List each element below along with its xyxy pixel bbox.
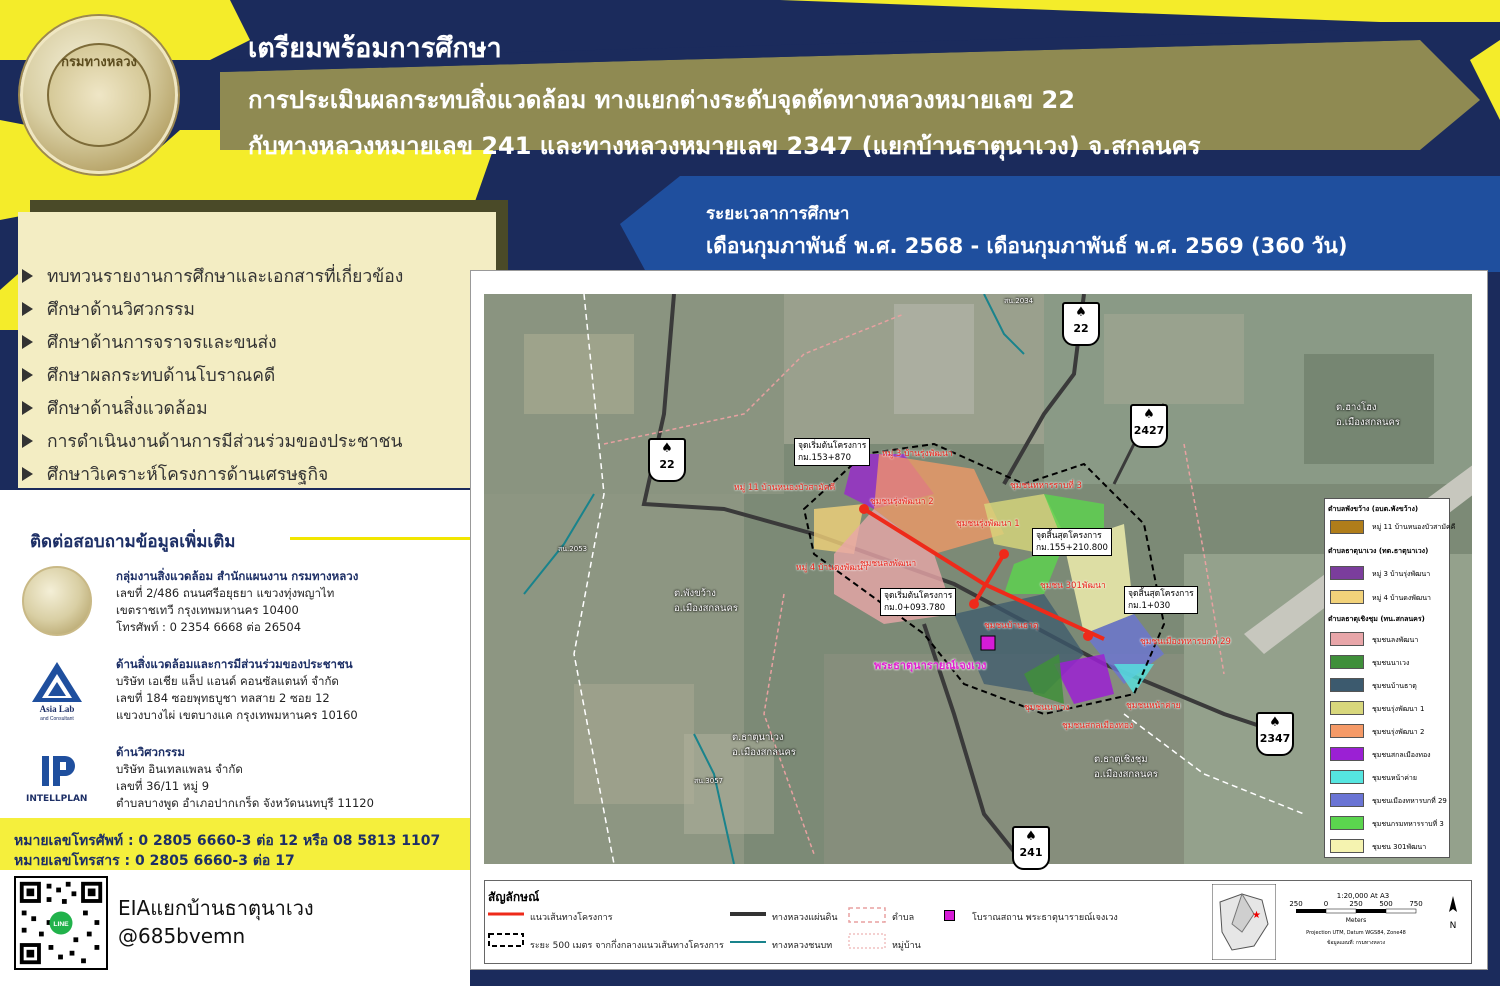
legend-item-label: หมู่ 3 บ้านรุ่งพัฒนา (1372, 570, 1431, 578)
bullet-triangle-icon (22, 335, 33, 349)
org-head: กลุ่มงานสิ่งแวดล้อม สำนักแผนงาน กรมทางหลวง (116, 569, 359, 583)
legend-item-label: ชุมชนนาเวง (1372, 659, 1410, 667)
legend-symbols-boundary (848, 906, 888, 950)
legend-item-label: ชุมชนลงพัฒนา (1372, 636, 1419, 644)
callout-line: กม.155+210.800 (1036, 543, 1108, 553)
legend-swatch (1330, 632, 1364, 646)
highway-shield-2347 (1256, 712, 1294, 756)
community-label: ชุมชนหน้าค่าย (1126, 701, 1181, 711)
study-item-label: ศึกษาวิเคราะห์โครงการด้านเศรษฐกิจ (47, 465, 329, 485)
scale-bar (1288, 888, 1438, 956)
legend-swatch (1330, 566, 1364, 580)
callout-line: กม.153+870 (798, 453, 852, 463)
highway-emblem-icon: ♠ (1025, 829, 1037, 844)
legend-swatch (1330, 678, 1364, 692)
highway-emblem-icon: ♠ (1143, 407, 1155, 422)
seal-text: กรมทางหลวง (61, 55, 137, 70)
bullet-triangle-icon (22, 269, 33, 283)
community-label: ชุมชนรุ่งพัฒนา 2 (870, 497, 934, 507)
legend-item-label: ชุมชนรุ่งพัฒนา 1 (1372, 705, 1425, 713)
org-head: ด้านสิ่งแวดล้อมและการมีส่วนร่วมของประชาชน (116, 657, 353, 671)
legend-group-head: ตำบลธาตุเชิงชุม (ทน.สกลนคร) (1328, 615, 1425, 623)
study-item-label: ศึกษาผลกระทบด้านโบราณคดี (47, 366, 276, 386)
legend-item-label: ชุมชน 301พัฒนา (1372, 843, 1427, 851)
location-star-icon: ★ (1252, 910, 1261, 921)
bullet-triangle-icon (22, 434, 33, 448)
community-label: หมู่ 3 บ้านรุ่งพัฒนา (882, 449, 953, 459)
shield-number: 2347 (1259, 732, 1291, 745)
line-account-id[interactable]: @685bvemn (118, 924, 246, 948)
legend-item-label: ชุมชนเมืองทหารบกที่ 29 (1372, 797, 1447, 805)
tambon-name: ต.ฮางโฮง (1336, 402, 1377, 413)
tambon-label (1094, 752, 1158, 782)
ancient-site-icon (944, 910, 955, 921)
legend-swatch (1330, 520, 1364, 534)
tambon-name: ต.พังขว้าง (674, 588, 716, 599)
legend-swatch (1330, 839, 1364, 853)
highway-emblem-icon: ♠ (1075, 305, 1087, 320)
legend-highway: ทางหลวงแผ่นดิน (772, 913, 838, 923)
legend-item-label: ชุมชนหน้าค่าย (1372, 774, 1417, 782)
contact-org-intellplan (116, 744, 374, 812)
legend-swatch (1330, 793, 1364, 807)
legend-item-label: หมู่ 4 บ้านดงพัฒนา (1372, 594, 1431, 602)
study-item (22, 427, 402, 455)
department-seal (20, 16, 178, 174)
contact-org-asialab (116, 656, 358, 724)
amphoe-name: อ.เมืองสกลนคร (1336, 417, 1400, 428)
tambon-name: ต.ธาตุนาเวง (732, 732, 784, 743)
study-item (22, 460, 328, 488)
legend-rural-road: ทางหลวงชนบท (772, 941, 833, 951)
legend-group-head: ตำบลพังขว้าง (อบต.พังขว้าง) (1328, 505, 1419, 513)
legend-route: แนวเส้นทางโครงการ (530, 913, 613, 923)
study-item-label: การดำเนินงานด้านการมีส่วนร่วมของประชาชน (47, 432, 403, 452)
highway-shield-241 (1012, 826, 1050, 870)
callout-start-2347 (880, 588, 956, 616)
legend-swatch (1330, 655, 1364, 669)
callout-line: จุดสิ้นสุดโครงการ (1036, 531, 1102, 541)
scale-tick: 0 (1323, 900, 1329, 908)
legend-ancient: โบราณสถาน พระธาตุนารายณ์เจงเวง (972, 913, 1118, 923)
scale-unit: Meters (1345, 917, 1367, 924)
legend-item-label: หมู่ 11 บ้านหนองบัวสามัคคี (1372, 523, 1456, 531)
legend-swatch (1330, 770, 1364, 784)
callout-end-22 (1032, 528, 1112, 556)
community-label: ชุมชนลงพัฒนา (860, 559, 917, 569)
bullet-triangle-icon (22, 302, 33, 316)
legend-group-head: ตำบลธาตุนาเวง (ทต.ธาตุนาเวง) (1328, 547, 1429, 555)
legend-buffer: ระยะ 500 เมตร จากกึ่งกลางแนวเส้นทางโครงการ (530, 941, 724, 951)
tambon-label (732, 730, 796, 760)
study-item-label: ศึกษาด้านสิ่งแวดล้อม (47, 399, 208, 419)
community-label: ชุมชนทหารราบที่ 3 (1010, 481, 1082, 491)
contact-title-rule (290, 537, 470, 540)
highway-shield-2427 (1130, 404, 1168, 448)
highway-emblem-icon: ♠ (1269, 715, 1281, 730)
org-line: โทรศัพท์ : 0 2354 6668 ต่อ 26504 (116, 620, 302, 634)
legend-item-label: ชุมชนบ้านธาตุ (1372, 682, 1417, 690)
shield-number: 22 (659, 458, 675, 471)
callout-line: จุดสิ้นสุดโครงการ (1128, 589, 1194, 599)
community-label: ชุมชน 301พัฒนา (1040, 581, 1106, 591)
intellplan-logo-text: INTELLPLAN (26, 794, 88, 804)
projection-note: Projection UTM, Datum WGS84, Zone48 (1306, 930, 1406, 936)
study-item-label: ศึกษาด้านการจราจรและขนส่ง (47, 333, 277, 353)
north-arrow-icon (1438, 892, 1468, 932)
amphoe-name: อ.เมืองสกลนคร (732, 747, 796, 758)
org-line: เลขที่ 36/11 หมู่ 9 (116, 779, 210, 793)
study-item (22, 361, 275, 389)
study-item (22, 262, 403, 290)
study-item (22, 295, 195, 323)
phone-number[interactable]: หมายเลขโทรศัพท์ : 0 2805 6660-3 ต่อ 12 หรือ 08 5813 1107 (14, 833, 441, 849)
community-label: ชุมชนสกลเมืองทอง (1062, 721, 1134, 731)
org-line: เลขที่ 184 ซอยพุทธบูชา ทลสาย 2 ซอย 12 (116, 691, 330, 705)
highway-shield-22-west (648, 438, 686, 482)
asia-lab-logo-sub: and Consultant (40, 716, 74, 722)
callout-start-22 (794, 438, 870, 466)
source-note: ข้อมูลแผนที่: กรมทางหลวง (1326, 940, 1386, 946)
contact-org-doh (116, 568, 358, 636)
legend-item-label: ชุมชนรุ่งพัฒนา 2 (1372, 728, 1425, 736)
temple-label: พระธาตุนารายณ์เจงเวง (874, 659, 987, 672)
line-qr-code[interactable] (14, 876, 108, 970)
legend-item-label: ชุมชนกรมทหารราบที่ 3 (1372, 820, 1444, 828)
title-line-2: การประเมินผลกระทบสิ่งแวดล้อม ทางแยกต่างระดับจุดตัดทางหลวงหมายเลข 22 (248, 86, 1075, 114)
scale-ratio: 1:20,000 At A3 (1336, 892, 1390, 900)
legend-swatch (1330, 590, 1364, 604)
department-logo (22, 566, 92, 636)
tambon-label (1336, 400, 1400, 430)
shield-number: 241 (1019, 846, 1043, 859)
scale-tick: 250 (1289, 900, 1303, 908)
study-item (22, 394, 208, 422)
community-label: ชุมชนรุ่งพัฒนา 1 (956, 519, 1020, 529)
road-tag: สน.3057 (694, 777, 724, 785)
org-line: ตำบลบางพูด อำเภอปากเกร็ด จังหวัดนนทบุรี 11120 (116, 796, 374, 810)
legend-item-label: ชุมชนสกลเมืองทอง (1372, 751, 1431, 759)
callout-line: กม.1+030 (1128, 601, 1171, 611)
org-line: เลขที่ 2/486 ถนนศรีอยุธยา แขวงทุ่งพญาไท (116, 586, 335, 600)
scale-tick: 500 (1379, 900, 1393, 908)
bullet-triangle-icon (22, 368, 33, 382)
amphoe-name: อ.เมืองสกลนคร (1094, 769, 1158, 780)
callout-end-2347 (1124, 586, 1198, 614)
legend-symbols-left (488, 906, 524, 950)
highway-shield-22-north (1062, 302, 1100, 346)
tambon-name: ต.ธาตุเชิงชุม (1094, 754, 1148, 765)
location-inset-map (1212, 884, 1276, 960)
bullet-triangle-icon (22, 401, 33, 415)
north-label: N (1449, 921, 1457, 931)
tambon-label (674, 586, 738, 616)
bullet-triangle-icon (22, 467, 33, 481)
community-label: หมู่ 4 บ้านดงพัฒนา (796, 563, 868, 573)
scale-tick: 750 (1409, 900, 1423, 908)
study-period-value: เดือนกุมภาพันธ์ พ.ศ. 2568 - เดือนกุมภาพันธ์ พ.ศ. 2569 (360 วัน) (706, 234, 1348, 258)
scale-tick: 250 (1349, 900, 1363, 908)
callout-line: จุดเริ่มต้นโครงการ (798, 441, 867, 451)
amphoe-name: อ.เมืองสกลนคร (674, 603, 738, 614)
legend-village: หมู่บ้าน (892, 941, 921, 951)
community-label: ชุมชนบ้านธาตุ (984, 621, 1039, 631)
title-line-1: เตรียมพร้อมการศึกษา (248, 33, 502, 64)
contact-title: ติดต่อสอบถามข้อมูลเพิ่มเติม (30, 532, 236, 552)
study-item-label: ทบทวนรายงานการศึกษาและเอกสารที่เกี่ยวข้อง (47, 267, 404, 287)
legend-title: สัญลักษณ์ (488, 890, 540, 904)
legend-tambon: ตำบล (892, 913, 915, 923)
callout-line: กม.0+093.780 (884, 603, 946, 613)
title-line-3: กับทางหลวงหมายเลข 241 และทางหลวงหมายเลข 2347 (แยกบ้านธาตุนาเวง) จ.สกลนคร (248, 132, 1201, 160)
legend-swatch (1330, 816, 1364, 830)
callout-line: จุดเริ่มต้นโครงการ (884, 591, 953, 601)
fax-number: หมายเลขโทรสาร : 0 2805 6660-3 ต่อ 17 (14, 853, 295, 869)
study-item (22, 328, 277, 356)
line-badge-text: LINE (53, 920, 69, 928)
shield-number: 22 (1073, 322, 1089, 335)
highway-emblem-icon: ♠ (661, 441, 673, 456)
legend-swatch (1330, 701, 1364, 715)
study-item-label: ศึกษาด้านวิศวกรรม (47, 300, 195, 320)
legend-swatch (1330, 724, 1364, 738)
seal-emblem (47, 43, 151, 147)
org-line: บริษัท เอเชีย แล็ป แอนด์ คอนซัลแตนท์ จำกัด (116, 674, 339, 688)
community-label: ชุมชนเมืองทหารบกที่ 29 (1140, 637, 1231, 647)
asia-lab-logo (28, 660, 86, 722)
community-label: ชุมชนนาเวง (1024, 703, 1070, 713)
study-period-label: ระยะเวลาการศึกษา (706, 204, 850, 224)
community-label: หมู่ 11 บ้านหนองบัวสามัคคี (734, 483, 836, 493)
legend-symbols-roads (730, 908, 766, 948)
legend-swatch (1330, 747, 1364, 761)
road-tag: สน.2053 (558, 545, 588, 553)
org-line: เขตราชเทวี กรุงเทพมหานคร 10400 (116, 603, 299, 617)
road-tag: สน.2034 (1004, 297, 1034, 305)
shield-number: 2427 (1133, 424, 1165, 437)
org-head: ด้านวิศวกรรม (116, 745, 185, 759)
line-account-name[interactable]: EIAแยกบ้านธาตุนาเวง (118, 896, 314, 920)
org-line: แขวงบางไผ่ เขตบางแค กรุงเทพมหานคร 10160 (116, 708, 358, 722)
asia-lab-logo-text: Asia Lab (39, 704, 75, 714)
org-line: บริษัท อินเทลแพลน จำกัด (116, 762, 243, 776)
